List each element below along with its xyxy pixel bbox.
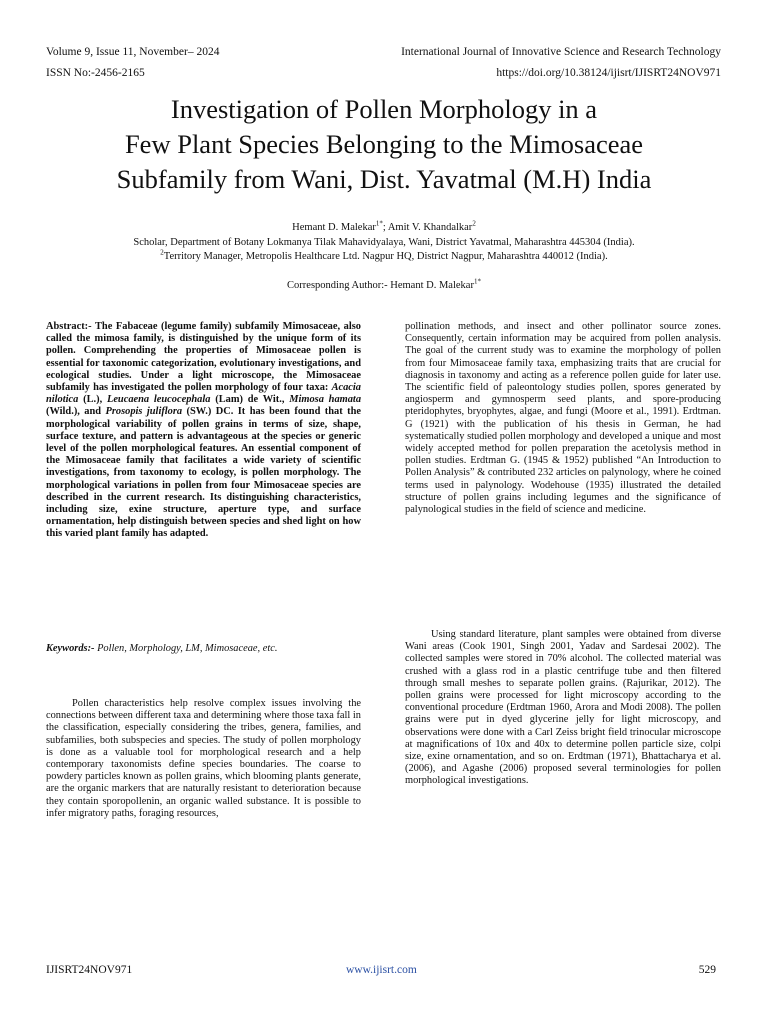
corresponding-author-sup: 1* bbox=[473, 277, 481, 286]
paper-title bbox=[30, 92, 738, 197]
volume-issue: Volume 9, Issue 11, November– 2024 bbox=[46, 46, 220, 58]
issn: ISSN No:-2456-2165 bbox=[46, 67, 145, 79]
page-number: 529 bbox=[698, 964, 716, 976]
corresponding-author-text: Corresponding Author:- Hemant D. Malekar bbox=[287, 280, 474, 291]
abstract-text-5: (SW.) DC. It has been found that the morphological variability of pollen grains in terms of size, shape, surface texture, and pattern is advantageous at the species or generic level of the pollen morphological features. An essential component of the Mimosaceae family that facilitates a wide variety of scientific investigations, from taxonomy to ecology, is pollen morphology. The morphological variations in pollen from four Mimosaceae species are described in the current research. Its distinguishing characteristics, including size, exine structure, aperture type, and surface ornamentation, help distinguish between species and shed light on how this varied plant family has adapted. bbox=[46, 406, 361, 540]
keywords bbox=[46, 643, 361, 655]
affiliation-1 bbox=[0, 236, 768, 249]
abstract-paragraph bbox=[46, 321, 361, 541]
species-leucaena: Leucaena leucocephala bbox=[106, 394, 211, 406]
title-line-2: Few Plant Species Belonging to the Mimosaceae bbox=[124, 129, 644, 159]
footer-id: IJISRT24NOV971 bbox=[46, 964, 133, 976]
methods-block bbox=[405, 629, 721, 788]
abstract-text-3: (Lam) de Wit., bbox=[210, 394, 290, 406]
author-2-sup: 2 bbox=[472, 219, 476, 228]
title-line-3: Subfamily from Wani, Dist. Yavatmal (M.H) India bbox=[116, 164, 652, 194]
affiliation-2-text: Territory Manager, Metropolis Healthcare Ltd. Nagpur HQ, District Nagpur, Maharashtra 440012 (India). bbox=[163, 251, 608, 262]
species-acacia: Acacia nilotica bbox=[46, 382, 361, 406]
keywords-label: Keywords:- bbox=[46, 643, 95, 654]
abstract-text-4: (Wild.), and bbox=[46, 406, 106, 418]
journal-name: International Journal of Innovative Science and Research Technology bbox=[401, 46, 721, 58]
author-list bbox=[0, 221, 768, 234]
abstract-text-1: Abstract:- The Fabaceae (legume family) subfamily Mimosaceae, also called the mimosa family, is distinguished by the unique form of its pollen. Comprehending the properties of Mimosaceae pollen is essential for taxonomic categorization, evolutionary investigations, and ecological studies. Under a light microscope, the Mimosaceae subfamily has investigated the pollen morphology of four taxa: bbox=[46, 321, 361, 394]
methods-paragraph: Using standard literature, plant samples were obtained from diverse Wani areas (Cook 1901, Singh 2001, Yadav and Sardesai 2002). The collected samples were stored in 70% alcohol. The collected material was crushed with a glass rod in a plastic centrifuge tube and then filtered through small meshes to separate pollen grains. (Rajurikar, 2012). The pollen grains were processed for light microscopy according to the conventional procedure (Erdtman 1960, Arora and Modi 2008). The pollen grains were put in dyed glycerine jelly for light microscopy, and observations were done with a Carl Zeiss bright field trinocular microscope at magnifications of 10x and 40x to determine pollen particle size, colpi size, exine ornamentation, and so on. Erdtman (1971), Bhattacharya et al. (2006), and Agashe (2006) proposed several terminologies for pollen morphological investigations. bbox=[405, 629, 721, 787]
abstract-block bbox=[46, 321, 361, 541]
affiliation-2 bbox=[0, 250, 768, 263]
corresponding-author bbox=[0, 279, 768, 292]
intro-paragraph: Pollen characteristics help resolve complex issues involving the connections between different taxa and determining where those taxa fall in the classification, especially considering the tribes, genera, families, and subfamilies, both subspecies and species. The study of pollen morphology is done as a valuable tool for morphological research and a help contemporary taxonomists define species boundaries. The coarse to powdery particles known as pollen grains, which blooming plants generate, are the organic markers that are naturally resistant to deterioration because they contain sporopollenin, an organic walled substance. It is possible to infer migratory paths, foraging resources, bbox=[46, 698, 361, 819]
author-1: Hemant D. Malekar bbox=[292, 222, 376, 233]
footer-site-link[interactable]: www.ijisrt.com bbox=[346, 964, 417, 976]
affiliation-2-sup: 2 bbox=[160, 248, 164, 257]
author-1-sup: 1* bbox=[375, 219, 383, 228]
species-prosopis: Prosopis juliflora bbox=[105, 406, 183, 418]
intro-continuation: pollination methods, and insect and other pollinator source zones. Consequently, certain information may be acquired from pollen analysis. The goal of the current study was to examine the morphology of pollen from four Mimosaceae family taxa, emphasizing traits that are crucial for diagnosis in taxonomy and acting as a reference pollen guide for later use. The scientific field of paleontology studies pollen, spores generated by angiosperm and gymnosperm seed plants, and spore-producing pteridophytes, bryophytes, algae, and fungi (Moore et al., 1991). Erdtman. G (1921) with the publication of his thesis in German, he had systematically studied pollen morphology and developed a unique and most widely accepted method for pollen preparation the acetolysis method in pollen studies. Erdtman G. (1945 & 1952) published “An Introduction to Pollen Analysis” & contributed 232 articles on palynology, where he coined terms used in palynology. Wodehouse (1935) illustrated the detailed structure of pollen grains including legumes and the significance of palynological studies in the field of science and medicine. bbox=[405, 321, 721, 516]
author-separator: ; bbox=[382, 222, 388, 233]
affiliation-1-text: Scholar, Department of Botany Lokmanya Tilak Mahavidyalaya, Wani, District Yavatmal, Maharashtra 445304 (India). bbox=[133, 237, 635, 248]
doi-link[interactable]: https://doi.org/10.38124/ijisrt/IJISRT24NOV971 bbox=[496, 67, 721, 79]
introduction-left bbox=[46, 698, 361, 820]
title-line-1: Investigation of Pollen Morphology in a bbox=[170, 94, 598, 124]
abstract-text-2: (L.), bbox=[78, 394, 107, 406]
introduction-right bbox=[405, 321, 721, 516]
species-mimosa: Mimosa hamata bbox=[289, 394, 362, 406]
keywords-text: Pollen, Morphology, LM, Mimosaceae, etc. bbox=[94, 643, 278, 654]
author-2: Amit V. Khandalkar bbox=[387, 222, 473, 233]
